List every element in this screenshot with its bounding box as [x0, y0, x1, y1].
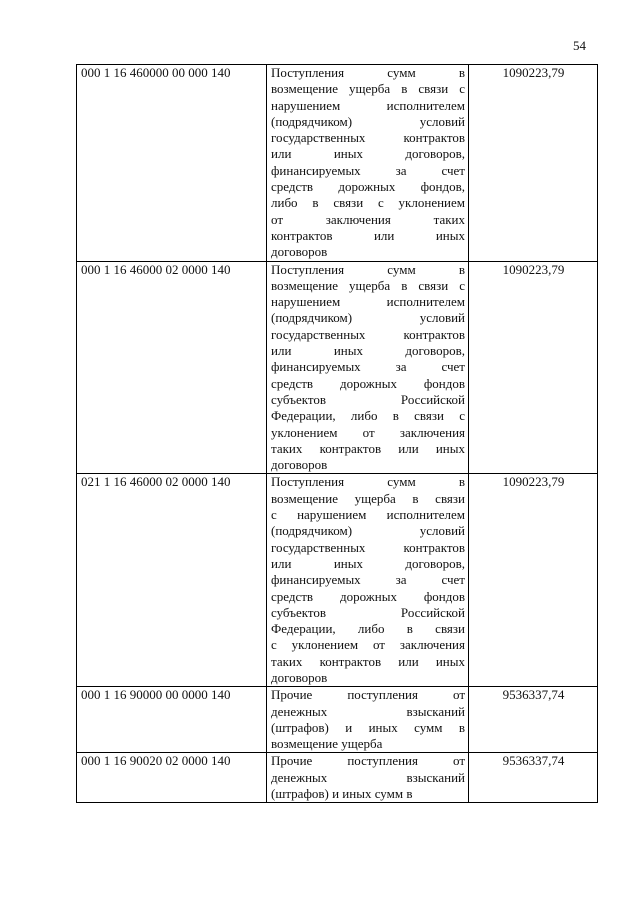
revenue-name-line: таких контрактов или иных [271, 440, 465, 456]
table-row [77, 474, 598, 687]
table-row [77, 753, 598, 803]
revenue-name-line: (подрядчиком) условий [271, 113, 465, 129]
revenue-name-line: Поступления сумм в [271, 65, 465, 80]
revenue-name-line: уклонением от заключения [271, 424, 465, 440]
revenue-name-cell [267, 474, 469, 687]
revenue-name-line: денежных взысканий [271, 769, 465, 785]
revenue-name-line: контрактов или иных [271, 227, 465, 243]
revenue-name-line: средств дорожных фондов [271, 375, 465, 391]
table-row [77, 261, 598, 474]
revenue-name-line: (штрафов) и иных сумм в [271, 719, 465, 735]
revenue-name-line: либо в связи с уклонением [271, 195, 465, 211]
revenue-name-line: субъектов Российской [271, 391, 465, 407]
revenue-name-line: Поступления сумм в [271, 261, 465, 277]
revenue-name-line: возмещение ущерба [271, 736, 383, 752]
revenue-name-line: или иных договоров, [271, 146, 465, 162]
revenue-name-cell [267, 261, 469, 474]
revenue-name-line: субъектов Российской [271, 604, 465, 620]
amount-cell: 1090223,79 [469, 65, 598, 262]
revenue-name-line: от заключения таких [271, 211, 465, 227]
budget-code-cell: 021 1 16 46000 02 0000 140 [77, 474, 267, 687]
amount-cell: 1090223,79 [469, 261, 598, 474]
revenue-name-line: Федерации, либо в связи с [271, 408, 465, 424]
revenue-name-line: финансируемых за счет [271, 359, 465, 375]
revenue-name-line: таких контрактов или иных [271, 653, 465, 669]
revenue-name-line: с нарушением исполнителем [271, 507, 465, 523]
revenue-name-line: финансируемых за счет [271, 572, 465, 588]
revenue-name-line: Прочие поступления от [271, 687, 465, 703]
revenue-name-line: средств дорожных фондов, [271, 179, 465, 195]
revenue-name-line: Федерации, либо в связи [271, 621, 465, 637]
page-number: 54 [573, 38, 586, 53]
budget-code-cell: 000 1 16 46000 02 0000 140 [77, 261, 267, 474]
revenue-name-line: государственных контрактов [271, 539, 465, 555]
budget-code-cell: 000 1 16 90000 00 0000 140 [77, 687, 267, 753]
revenue-name-line: (подрядчиком) условий [271, 310, 465, 326]
revenue-name-cell [267, 65, 469, 262]
revenue-name-line: нарушением исполнителем [271, 97, 465, 113]
table-row [77, 687, 598, 753]
revenue-name-line: Прочие поступления от [271, 753, 465, 769]
revenue-name-line: (штрафов) и иных сумм в [271, 786, 413, 802]
amount-cell: 1090223,79 [469, 474, 598, 687]
table-row [77, 65, 598, 262]
revenue-name-line: государственных контрактов [271, 130, 465, 146]
revenue-name-line: Поступления сумм в [271, 474, 465, 490]
revenue-name-line: нарушением исполнителем [271, 294, 465, 310]
revenue-name-line: возмещение ущерба в связи с [271, 81, 465, 97]
revenue-name-line: или иных договоров, [271, 343, 465, 359]
revenue-name-line: или иных договоров, [271, 555, 465, 571]
amount-cell: 9536337,74 [469, 753, 598, 803]
revenue-name-line: возмещение ущерба в связи с [271, 277, 465, 293]
revenue-name-line: (подрядчиком) условий [271, 523, 465, 539]
table-body [77, 65, 598, 803]
revenue-name-cell [267, 753, 469, 803]
revenue-name-line: договоров [271, 244, 328, 260]
revenue-name-line: государственных контрактов [271, 326, 465, 342]
revenue-name-line: договоров [271, 457, 328, 473]
revenue-name-line: возмещение ущерба в связи [271, 490, 465, 506]
revenue-name-line: денежных взысканий [271, 703, 465, 719]
amount-cell: 9536337,74 [469, 687, 598, 753]
revenue-name-line: с уклонением от заключения [271, 637, 465, 653]
budget-code-cell: 000 1 16 460000 00 000 140 [77, 65, 267, 262]
revenue-name-line: договоров [271, 669, 328, 685]
budget-code-cell: 000 1 16 90020 02 0000 140 [77, 753, 267, 803]
revenue-name-line: средств дорожных фондов [271, 588, 465, 604]
revenue-name-line: финансируемых за счет [271, 162, 465, 178]
revenue-table [76, 64, 598, 803]
revenue-name-cell [267, 687, 469, 753]
